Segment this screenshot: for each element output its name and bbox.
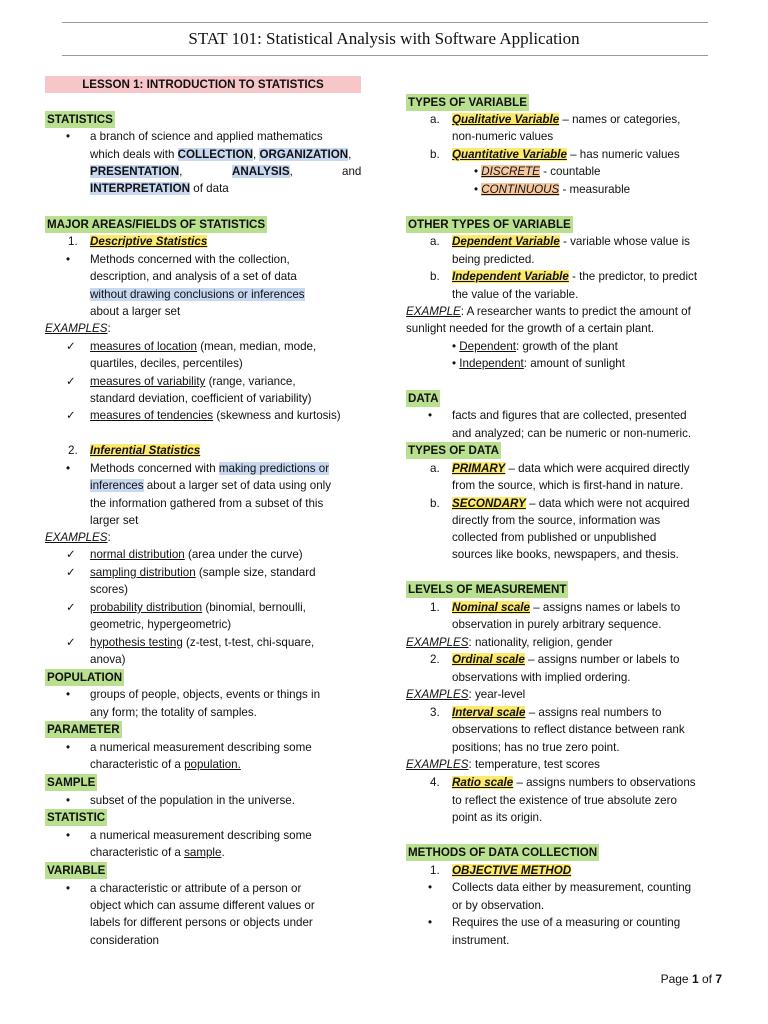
text-line: • CONTINUOUS - measurable [474, 183, 631, 196]
text-line: directly from the source, information was [452, 514, 661, 527]
bullet: • [428, 409, 433, 422]
list-number: 3. [430, 706, 440, 719]
check-icon: ✓ [66, 548, 76, 561]
list-letter: a. [430, 113, 440, 126]
text-line: measures of variability (range, variance, [90, 375, 296, 388]
text-line: any form; the totality of samples. [90, 706, 257, 719]
list-letter: a. [430, 462, 440, 475]
text-line: and analyzed; can be numeric or non-numeric. [452, 427, 692, 440]
text-line: subset of the population in the universe. [90, 794, 295, 807]
text-line: object which can assume different values or [90, 899, 315, 912]
text-line: sunlight needed for the growth of a certain plant. [406, 322, 655, 335]
text-line: PRESENTATION, [90, 165, 183, 178]
text-line: probability distribution (binomial, bernoulli, [90, 601, 306, 614]
text-line: measures of tendencies (skewness and kurtosis) [90, 409, 341, 422]
text-line: Independent Variable - the predictor, to predict [452, 270, 698, 283]
examples-label: EXAMPLES: [45, 322, 111, 335]
major-areas-heading: MAJOR AREAS/FIELDS OF STATISTICS [47, 218, 266, 231]
inferential-statistics-term: Inferential Statistics [90, 444, 201, 457]
text-line: groups of people, objects, events or things in [90, 688, 321, 701]
text-line: SECONDARY – data which were not acquired [452, 497, 690, 510]
list-letter: a. [430, 235, 440, 248]
text-line: EXAMPLES: nationality, religion, gender [406, 636, 613, 649]
other-types-heading: OTHER TYPES OF VARIABLE [408, 218, 571, 231]
text-line: Methods concerned with the collection, [90, 253, 290, 266]
bullet: • [66, 130, 71, 143]
check-icon: ✓ [66, 340, 76, 353]
text-line: quartiles, deciles, percentiles) [90, 357, 243, 370]
page-title: STAT 101: Statistical Analysis with Software Application [188, 29, 580, 48]
parameter-heading: PARAMETER [47, 723, 120, 736]
types-of-variable-heading: TYPES OF VARIABLE [408, 96, 527, 109]
bullet: • [66, 882, 71, 895]
statistic-heading: STATISTIC [47, 811, 106, 824]
list-number: 2. [430, 653, 440, 666]
bullet: • [66, 794, 71, 807]
text-line: Methods concerned with making predictions or [90, 462, 330, 475]
objective-method-term: OBJECTIVE METHOD [452, 864, 572, 877]
text-line: hypothesis testing (z-test, t-test, chi-square, [90, 636, 315, 649]
text-line: Interval scale – assigns real numbers to [452, 706, 662, 719]
text-line: scores) [90, 583, 129, 596]
text-line: EXAMPLE: A researcher wants to predict the amount of [406, 305, 691, 318]
text-line: observation in purely arbitrary sequence. [452, 618, 662, 631]
text-line: collected from published or unpublished [452, 531, 657, 544]
types-of-data-heading: TYPES OF DATA [408, 444, 500, 457]
text-line: Collects data either by measurement, counting [452, 881, 692, 894]
text-line: INTERPRETATION of data [90, 182, 229, 195]
list-number: 2. [68, 444, 78, 457]
text-line: the value of the variable. [452, 288, 579, 301]
header-rule-top [62, 22, 708, 23]
text-line: and [342, 165, 362, 178]
text-line: labels for different persons or objects under [90, 916, 313, 929]
statistics-heading: STATISTICS [47, 113, 113, 126]
bullet: • [66, 253, 71, 266]
text-line: Quantitative Variable – has numeric values [452, 148, 680, 161]
text-line: normal distribution (area under the curve) [90, 548, 303, 561]
text-line: larger set [90, 514, 139, 527]
text-line: Dependent Variable - variable whose value is [452, 235, 690, 248]
text-line: a characteristic or attribute of a person or [90, 882, 302, 895]
text-line: anova) [90, 653, 126, 666]
text-line: EXAMPLES: temperature, test scores [406, 758, 600, 771]
list-number: 1. [430, 601, 440, 614]
text-line: observations to reflect distance between rank [452, 723, 685, 736]
text-line: a branch of science and applied mathematics [90, 130, 323, 143]
levels-heading: LEVELS OF MEASUREMENT [408, 583, 567, 596]
text-line: positions; has no true zero point. [452, 741, 620, 754]
page-number: Page 1 of 7 [660, 972, 722, 986]
methods-heading: METHODS OF DATA COLLECTION [408, 846, 598, 859]
descriptive-statistics-term: Descriptive Statistics [90, 235, 208, 248]
list-number: 1. [68, 235, 78, 248]
text-line: to reflect the existence of true absolute zero [452, 794, 677, 807]
examples-label: EXAMPLES: [45, 531, 111, 544]
text-line: geometric, hypergeometric) [90, 618, 232, 631]
text-line: from the source, which is first-hand in nature. [452, 479, 684, 492]
text-line: characteristic of a sample. [90, 846, 225, 859]
check-icon: ✓ [66, 636, 76, 649]
text-line: PRIMARY – data which were acquired directly [452, 462, 690, 475]
lesson-title: LESSON 1: INTRODUCTION TO STATISTICS [45, 76, 361, 93]
text-line: EXAMPLES: year-level [406, 688, 526, 701]
list-letter: b. [430, 497, 440, 510]
list-letter: b. [430, 148, 440, 161]
text-line: inferences about a larger set of data using only [90, 479, 332, 492]
bullet: • [428, 916, 433, 929]
highlight-text: without drawing conclusions or inferences [90, 288, 305, 301]
header-rule-bottom [62, 55, 708, 56]
sample-heading: SAMPLE [47, 776, 96, 789]
text-line: a numerical measurement describing some [90, 829, 312, 842]
check-icon: ✓ [66, 375, 76, 388]
text-line: Nominal scale – assigns names or labels to [452, 601, 681, 614]
text-line: standard deviation, coefficient of variability) [90, 392, 312, 405]
text-line: or by observation. [452, 899, 545, 912]
text-line: Ordinal scale – assigns number or labels to [452, 653, 680, 666]
text-line: • DISCRETE - countable [474, 165, 601, 178]
text-line: the information gathered from a subset of this [90, 497, 324, 510]
text-line: Requires the use of a measuring or counting [452, 916, 681, 929]
bullet: • [428, 881, 433, 894]
bullet: • [66, 741, 71, 754]
data-heading: DATA [408, 392, 439, 405]
variable-heading: VARIABLE [47, 864, 106, 877]
text-line: description, and analysis of a set of data [90, 270, 297, 283]
text-line: which deals with COLLECTION, ORGANIZATION, [90, 148, 352, 161]
text-line: ANALYSIS, [232, 165, 293, 178]
bullet: • [66, 462, 71, 475]
text-line: observations with implied ordering. [452, 671, 631, 684]
check-icon: ✓ [66, 566, 76, 579]
text-line: facts and figures that are collected, presented [452, 409, 687, 422]
text-line: point as its origin. [452, 811, 543, 824]
text-line: non-numeric values [452, 130, 554, 143]
list-number: 4. [430, 776, 440, 789]
text-line: being predicted. [452, 253, 535, 266]
text-line: sources like books, newspapers, and thesis. [452, 548, 679, 561]
bullet: • [66, 688, 71, 701]
bullet: • [66, 829, 71, 842]
text-line: • Independent: amount of sunlight [452, 357, 625, 370]
text-line: about a larger set [90, 305, 181, 318]
population-heading: POPULATION [47, 671, 123, 684]
text-line: characteristic of a population. [90, 758, 241, 771]
check-icon: ✓ [66, 601, 76, 614]
text-line: consideration [90, 934, 159, 947]
text-line: measures of location (mean, median, mode, [90, 340, 317, 353]
list-number: 1. [430, 864, 440, 877]
text-line: a numerical measurement describing some [90, 741, 312, 754]
text-line: sampling distribution (sample size, standard [90, 566, 316, 579]
check-icon: ✓ [66, 409, 76, 422]
text-line: Ratio scale – assigns numbers to observations [452, 776, 696, 789]
text-line: instrument. [452, 934, 510, 947]
text-line: Qualitative Variable – names or categories, [452, 113, 681, 126]
text-line: • Dependent: growth of the plant [452, 340, 618, 353]
list-letter: b. [430, 270, 440, 283]
